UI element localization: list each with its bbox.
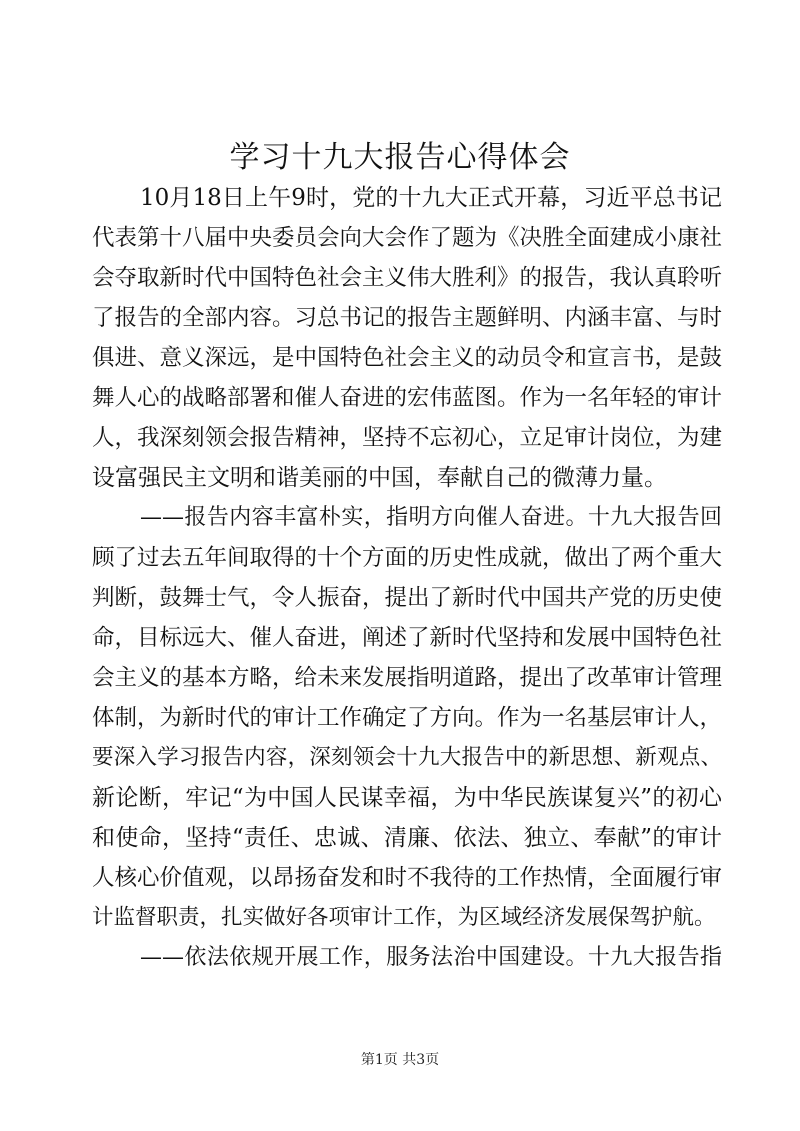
body-line: 人核心价值观，以昂扬奋发和时不我待的工作热情，全面履行审 — [92, 865, 723, 891]
body-line: 设富强民主文明和谐美丽的中国，奉献自己的微薄力量。 — [92, 465, 667, 491]
body-line: 计监督职责，扎实做好各项审计工作，为区域经济发展保驾护航。 — [92, 905, 716, 930]
body-line: 要深入学习报告内容，深刻领会十九大报告中的新思想、新观点、 — [92, 745, 722, 770]
body-line: 判断，鼓舞士气，令人振奋，提出了新时代中国共产党的历史使 — [92, 585, 723, 611]
body-line: 了报告的全部内容。习总书记的报告主题鲜明、内涵丰富、与时 — [92, 305, 723, 331]
body-line: 顾了过去五年间取得的十个方面的历史性成就，做出了两个重大 — [92, 545, 723, 571]
page-footer: 第1页 共3页 — [360, 1052, 440, 1068]
body-line: 体制，为新时代的审计工作确定了方向。作为一名基层审计人， — [92, 705, 723, 731]
body-line: 代表第十八届中央委员会向大会作了题为《决胜全面建成小康社 — [92, 225, 723, 251]
body-line: 俱进、意义深远，是中国特色社会主义的动员令和宣言书，是鼓 — [92, 345, 723, 371]
body-line: 命，目标远大、催人奋进，阐述了新时代坚持和发展中国特色社 — [92, 625, 723, 651]
body-line: ——依法依规开展工作，服务法治中国建设。十九大报告指 — [140, 945, 722, 970]
body-line: ——报告内容丰富朴实，指明方向催人奋进。十九大报告回 — [140, 505, 722, 530]
body-line: 人，我深刻领会报告精神，坚持不忘初心，立足审计岗位，为建 — [92, 425, 723, 451]
document-title: 学习十九大报告心得体会 — [229, 140, 571, 175]
body-line: 会夺取新时代中国特色社会主义伟大胜利》的报告，我认真聆听 — [92, 265, 723, 291]
body-line: 和使命，坚持“责任、忠诚、清廉、依法、独立、奉献”的审计 — [92, 825, 722, 851]
body-line: 10月18日上午9时，党的十九大正式开幕，习近平总书记 — [140, 185, 722, 211]
body-line: 新论断，牢记“为中国人民谋幸福，为中华民族谋复兴”的初心 — [92, 785, 722, 811]
document-body — [92, 178, 722, 978]
body-line: 会主义的基本方略，给未来发展指明道路，提出了改革审计管理 — [92, 665, 723, 691]
body-line: 舞人心的战略部署和催人奋进的宏伟蓝图。作为一名年轻的审计 — [92, 385, 723, 411]
